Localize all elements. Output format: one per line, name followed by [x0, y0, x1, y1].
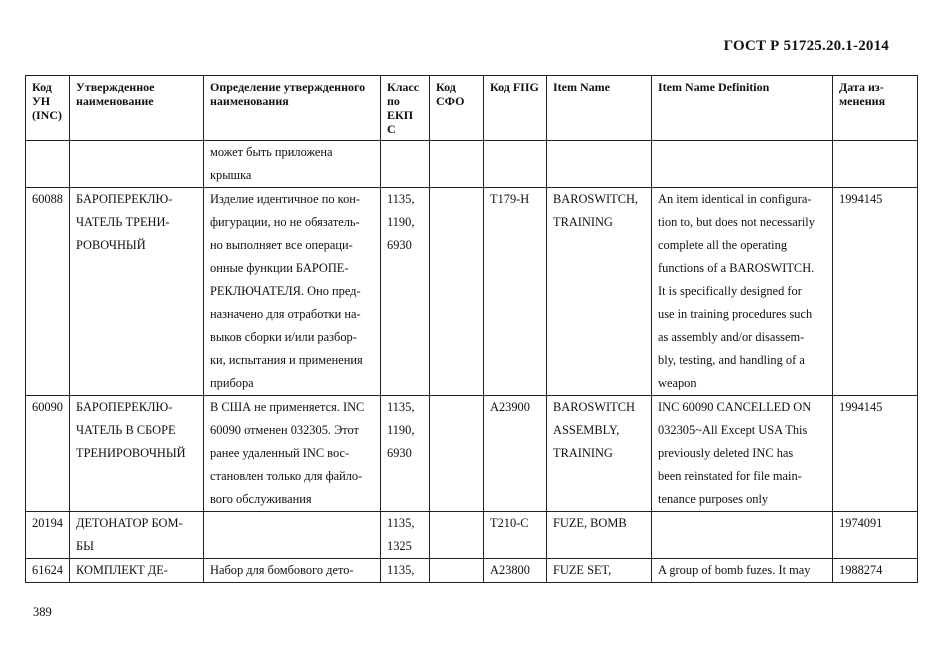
cell-inc [26, 141, 70, 188]
cell-date: 1994145 [833, 396, 918, 512]
header-class: Класс по ЕКП С [381, 76, 430, 141]
cell-item-definition [652, 512, 833, 559]
cell-item-name: BAROSWITCH ASSEMBLY, TRAINING [547, 396, 652, 512]
cell-item-definition [652, 141, 833, 188]
header-fiig: Код FIIG [484, 76, 547, 141]
header-date: Дата из- менения [833, 76, 918, 141]
cell-definition: В США не применяется. INC 60090 отменен 032305. Этот ранее удаленный INC вос- становлен только для файло- вого обслуживания [204, 396, 381, 512]
table-header-row [26, 76, 918, 141]
cell-fiig: A23900 [484, 396, 547, 512]
cell-sfo [430, 559, 484, 583]
cell-class [381, 141, 430, 188]
cell-definition: может быть приложена крышка [204, 141, 381, 188]
cell-inc: 61624 [26, 559, 70, 583]
header-approved-name: Утвержденное наименование [70, 76, 204, 141]
cell-item-definition: INC 60090 CANCELLED ON 032305~All Except USA This previously deleted INC has been reinstated for file main- tenance purposes only [652, 396, 833, 512]
table-row [26, 396, 918, 512]
page-number: 389 [33, 605, 52, 619]
catalog-table [25, 75, 918, 583]
cell-item-name: BAROSWITCH, TRAINING [547, 188, 652, 396]
cell-name: БАРОПЕРЕКЛЮ- ЧАТЕЛЬ ТРЕНИ- РОВОЧНЫЙ [70, 188, 204, 396]
cell-name [70, 141, 204, 188]
header-item-name: Item Name [547, 76, 652, 141]
cell-item-definition: An item identical in configura- tion to, but does not necessarily complete all the operating functions of a BAROSWITCH. It is specifically designed for use in training procedures such as assembly and/or disassem- bly, testing, and handling of a weapon [652, 188, 833, 396]
table-row [26, 512, 918, 559]
cell-inc: 20194 [26, 512, 70, 559]
cell-class: 1135, 1190, 6930 [381, 188, 430, 396]
cell-sfo [430, 512, 484, 559]
header-definition: Определение утвержденного наименования [204, 76, 381, 141]
cell-fiig: A23800 [484, 559, 547, 583]
document-header: ГОСТ Р 51725.20.1-2014 [723, 38, 889, 54]
table-row [26, 141, 918, 188]
cell-date [833, 141, 918, 188]
header-inc: Код УН (INC) [26, 76, 70, 141]
cell-date: 1994145 [833, 188, 918, 396]
cell-item-name [547, 141, 652, 188]
cell-sfo [430, 396, 484, 512]
cell-item-name: FUZE SET, [547, 559, 652, 583]
cell-date: 1974091 [833, 512, 918, 559]
cell-fiig: T179-H [484, 188, 547, 396]
cell-inc: 60090 [26, 396, 70, 512]
cell-inc: 60088 [26, 188, 70, 396]
header-sfo: Код СФО [430, 76, 484, 141]
cell-class: 1135, [381, 559, 430, 583]
cell-definition [204, 512, 381, 559]
cell-sfo [430, 141, 484, 188]
header-item-definition: Item Name Definition [652, 76, 833, 141]
table-row [26, 559, 918, 583]
cell-date: 1988274 [833, 559, 918, 583]
cell-fiig [484, 141, 547, 188]
cell-item-definition: A group of bomb fuzes. It may [652, 559, 833, 583]
cell-definition: Набор для бомбового дето- [204, 559, 381, 583]
cell-sfo [430, 188, 484, 396]
cell-name: КОМПЛЕКТ ДЕ- [70, 559, 204, 583]
cell-class: 1135, 1190, 6930 [381, 396, 430, 512]
table-row [26, 188, 918, 396]
cell-class: 1135, 1325 [381, 512, 430, 559]
cell-definition: Изделие идентичное по кон- фигурации, но не обязатель- но выполняет все операци- онные функции БАРОПЕ- РЕКЛЮЧАТЕЛЯ. Оно пред- назначено для отработки на- выков сборки и/или разбор- ки, испытания и применения прибора [204, 188, 381, 396]
cell-item-name: FUZE, BOMB [547, 512, 652, 559]
cell-fiig: T210-C [484, 512, 547, 559]
cell-name: БАРОПЕРЕКЛЮ- ЧАТЕЛЬ В СБОРЕ ТРЕНИРОВОЧНЫЙ [70, 396, 204, 512]
cell-name: ДЕТОНАТОР БОМ- БЫ [70, 512, 204, 559]
